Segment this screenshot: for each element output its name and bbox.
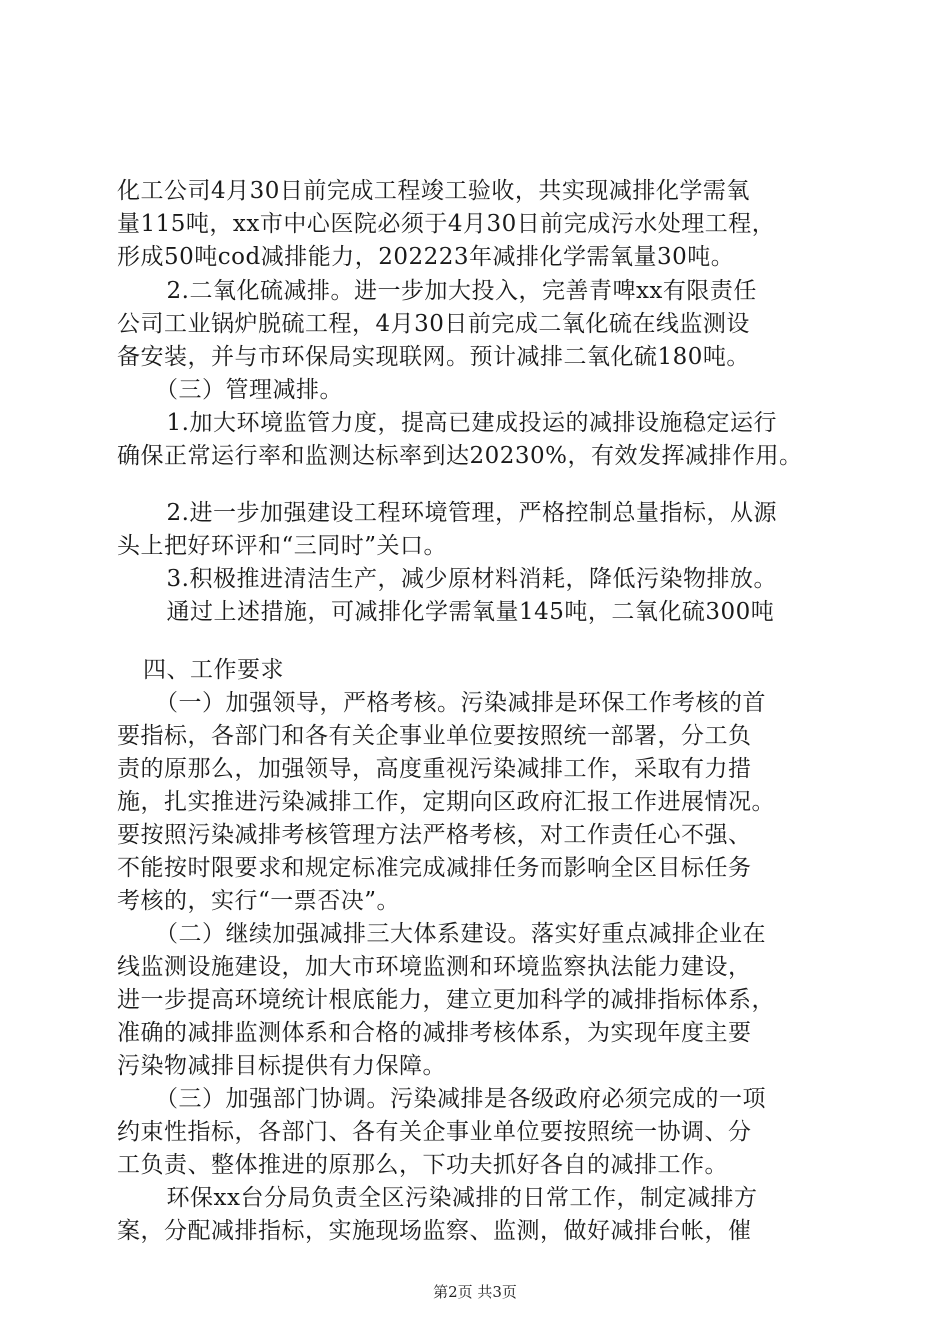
text-line: 责的原那么，加强领导，高度重视污染减排工作，采取有力措 — [117, 756, 752, 782]
text-line: 不能按时限要求和规定标准完成减排任务而影响全区目标任务 — [117, 855, 752, 881]
section-heading: 四、工作要求 — [143, 657, 284, 683]
text-line: （一）加强领导，严格考核。污染减排是环保工作考核的首 — [143, 690, 766, 716]
text-line: 备安装，并与市环保局实现联网。预计减排二氧化硫180吨。 — [117, 344, 750, 370]
text-line: 量115吨，xx市中心医院必须于4月30日前完成污水处理工程， — [117, 211, 776, 237]
text-line: 确保正常运行率和监测达标率到达20230%，有效发挥减排作用。 — [117, 443, 803, 469]
text-line: 要指标，各部门和各有关企事业单位要按照统一部署，分工负 — [117, 723, 752, 749]
text-line: 线监测设施建设，加大市环境监测和环境监察执法能力建设， — [117, 954, 752, 980]
text-line: （三）管理减排。 — [143, 377, 343, 403]
text-line: 进一步提高环境统计根底能力，建立更加科学的减排指标体系， — [117, 987, 775, 1013]
text-line: 3.积极推进清洁生产，减少原材料消耗，降低污染物排放。 — [143, 566, 777, 592]
text-line: 公司工业锅炉脱硫工程，4月30日前完成二氧化硫在线监测设 — [117, 311, 750, 337]
text-line: 约束性指标，各部门、各有关企事业单位要按照统一协调、分 — [117, 1119, 752, 1145]
text-line: 通过上述措施，可减排化学需氧量145吨，二氧化硫300吨 — [143, 599, 775, 625]
text-line: 形成50吨cod减排能力，202223年减排化学需氧量30吨。 — [117, 244, 735, 270]
text-line: 污染物减排目标提供有力保障。 — [117, 1053, 446, 1079]
text-line: 化工公司4月30日前完成工程竣工验收，共实现减排化学需氧 — [117, 178, 750, 204]
text-line: 案，分配减排指标，实施现场监察、监测，做好减排台帐，催 — [117, 1218, 752, 1244]
text-line: 准确的减排监测体系和合格的减排考核体系，为实现年度主要 — [117, 1020, 752, 1046]
text-line: 要按照污染减排考核管理方法严格考核，对工作责任心不强、 — [117, 822, 752, 848]
text-line: （二）继续加强减排三大体系建设。落实好重点减排企业在 — [143, 921, 766, 947]
text-line: 环保xx台分局负责全区污染减排的日常工作，制定减排方 — [143, 1185, 758, 1211]
text-line: 头上把好环评和“三同时”关口。 — [117, 533, 448, 559]
text-line: （三）加强部门协调。污染减排是各级政府必须完成的一项 — [143, 1086, 766, 1112]
page-footer: 第2页 共3页 — [433, 1283, 517, 1301]
text-line: 考核的，实行“一票否决”。 — [117, 888, 401, 914]
text-line: 施，扎实推进污染减排工作，定期向区政府汇报工作进展情况。 — [117, 789, 775, 815]
text-line: 1.加大环境监管力度，提高已建成投运的减排设施稳定运行 — [143, 410, 777, 436]
text-line: 工负责、整体推进的原那么，下功夫抓好各自的减排工作。 — [117, 1152, 728, 1178]
text-line: 2.二氧化硫减排。进一步加大投入，完善青啤xx有限责任 — [143, 278, 757, 304]
text-line: 2.进一步加强建设工程环境管理，严格控制总量指标，从源 — [143, 500, 777, 526]
